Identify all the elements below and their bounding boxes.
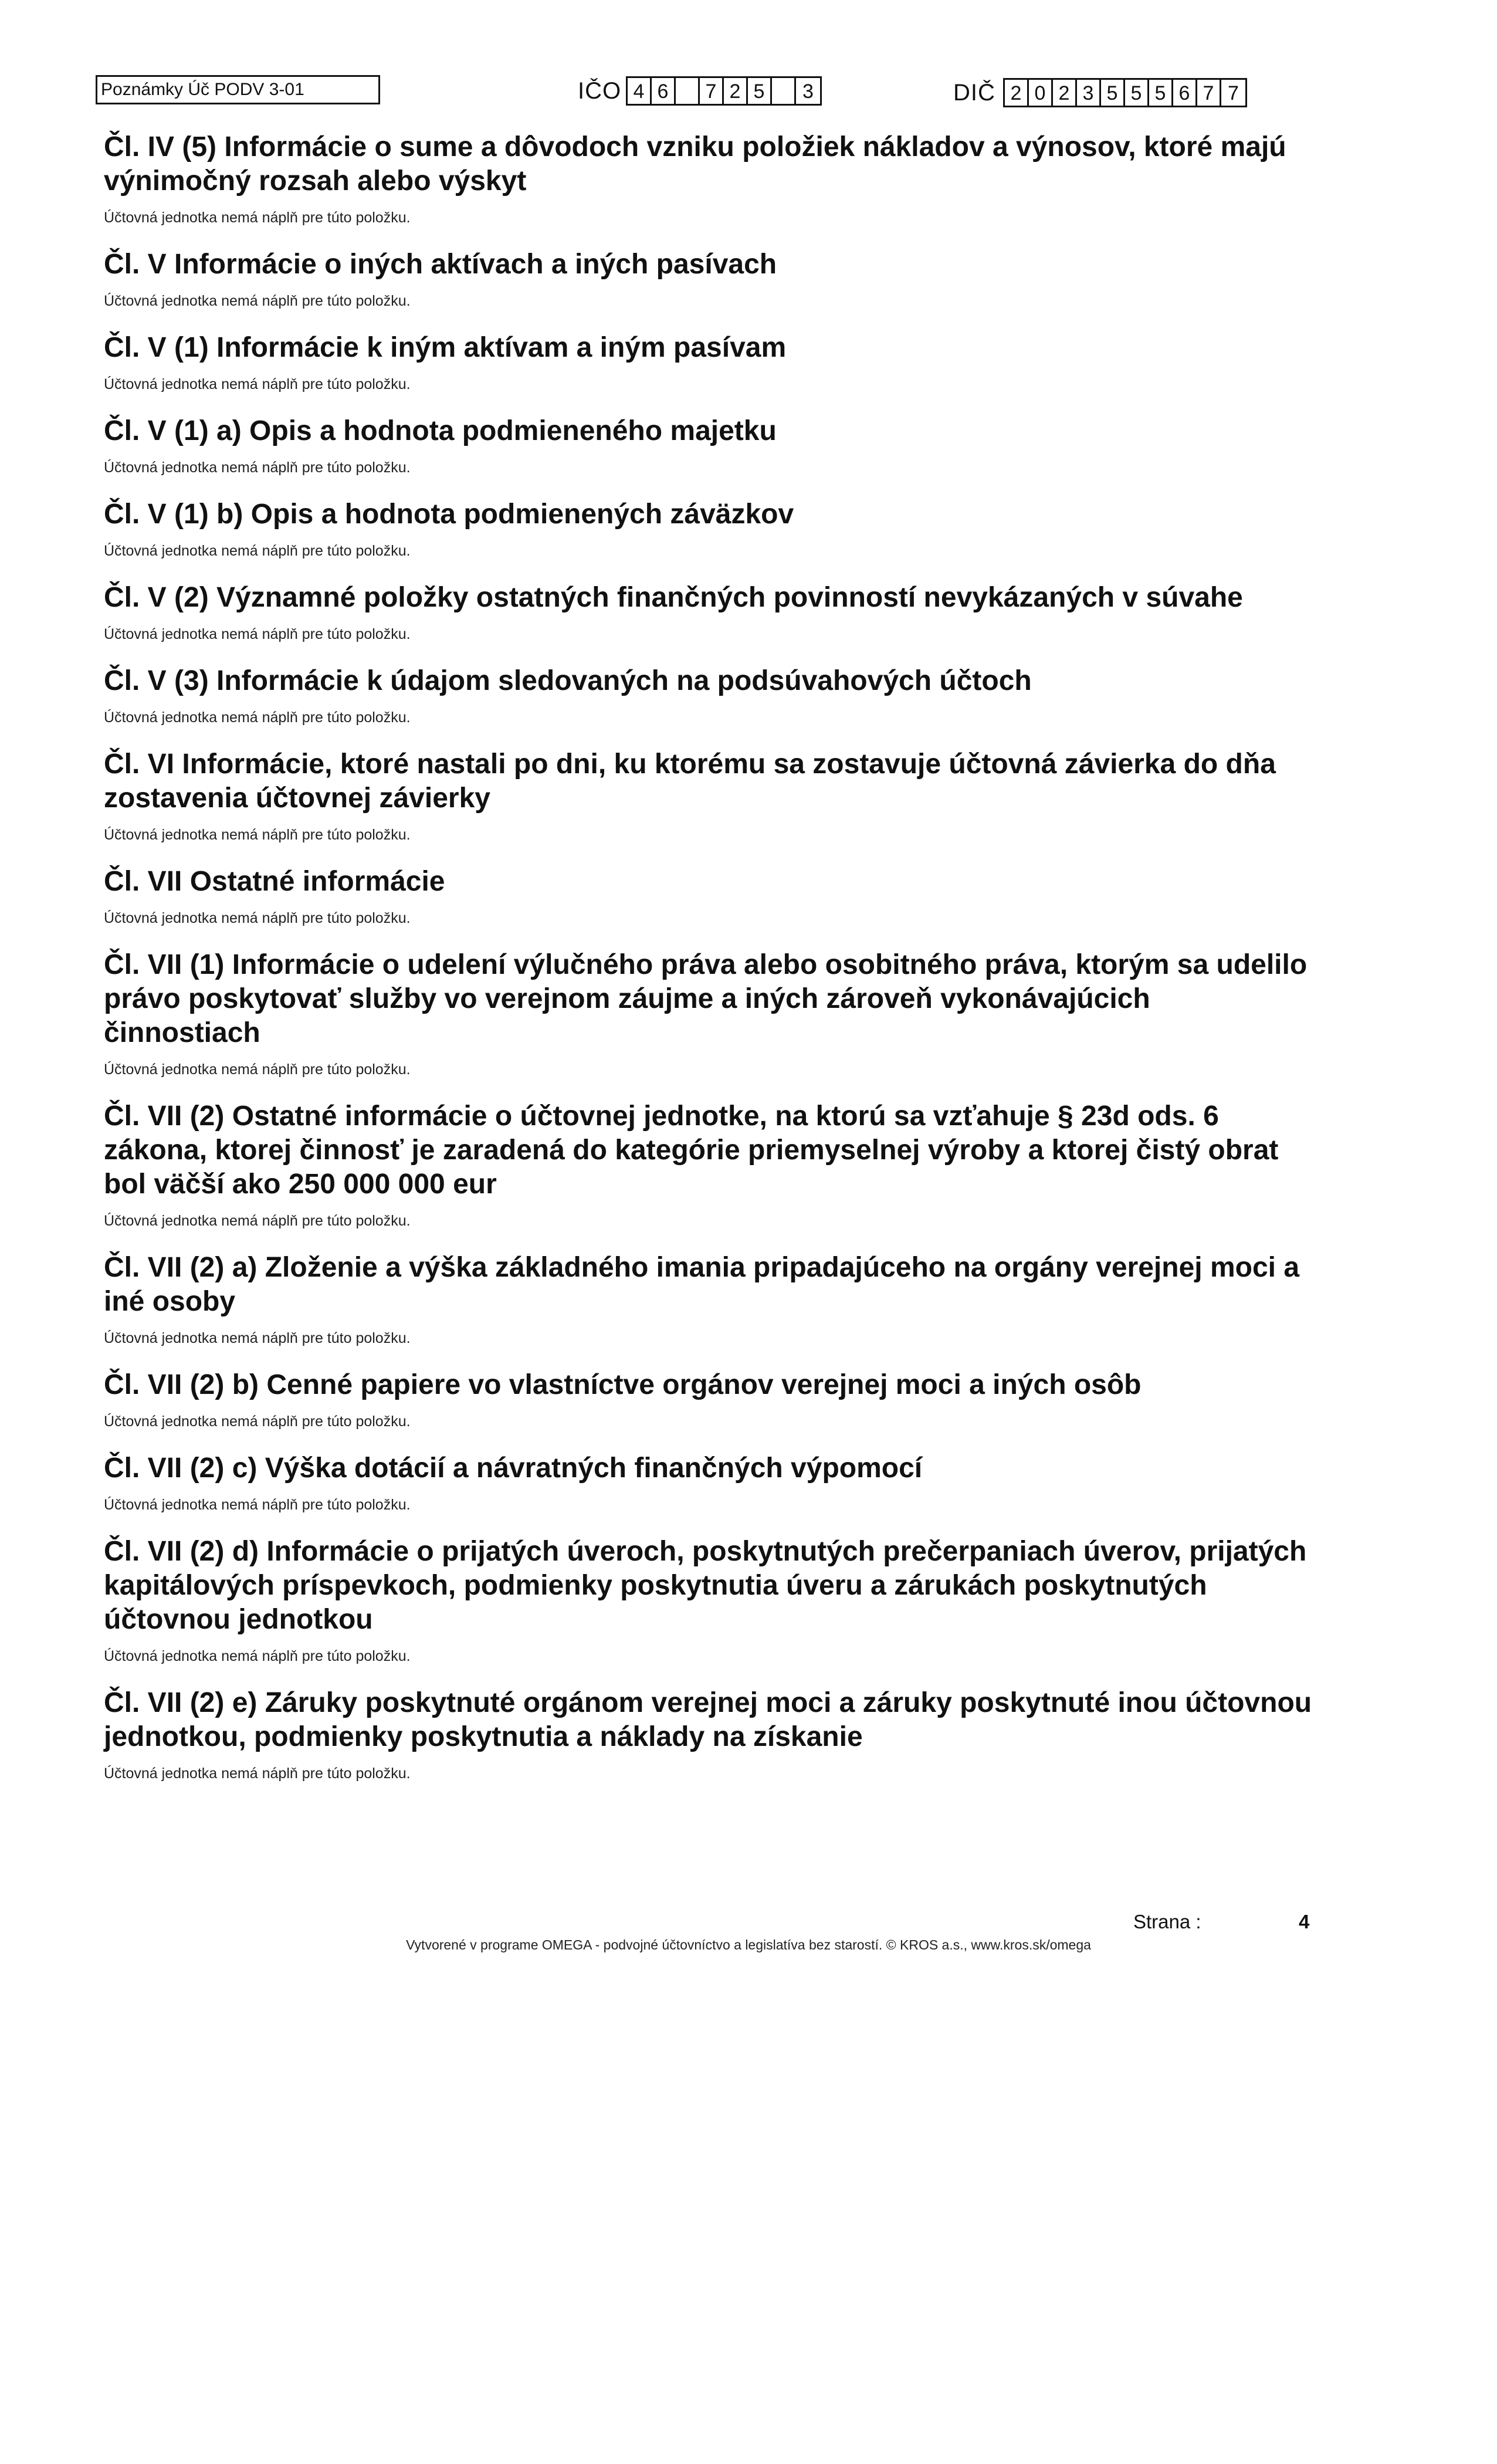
section	[104, 581, 1312, 644]
section-heading: Čl. V (3) Informácie k údajom sledovaných na podsúvahových účtoch	[104, 665, 1032, 696]
dic-digit-box: 3	[1077, 80, 1101, 106]
section-note: Účtovná jednotka nemá náplň pre túto položku.	[104, 1648, 411, 1664]
section-heading: Čl. VII Ostatné informácie	[104, 866, 445, 897]
ico-digit-box: 5	[748, 78, 772, 104]
section	[104, 1251, 1312, 1348]
section-heading: Čl. V (1) a) Opis a hodnota podmieneného majetku	[104, 415, 777, 446]
dic-digit-box: 5	[1125, 80, 1149, 106]
section	[104, 331, 1312, 394]
dic-digit-box: 2	[1053, 80, 1077, 106]
section-heading: Čl. VII (2) b) Cenné papiere vo vlastníctve orgánov verejnej moci a iných osôb	[104, 1369, 1142, 1400]
ico-boxes	[626, 76, 822, 106]
section-note: Účtovná jednotka nemá náplň pre túto položku.	[104, 626, 411, 642]
dic-digit-box: 5	[1101, 80, 1125, 106]
section	[104, 948, 1312, 1079]
ico-digit-box: 6	[652, 78, 676, 104]
section	[104, 1451, 1312, 1515]
section-heading: Čl. VII (2) e) Záruky poskytnuté orgánom verejnej moci a záruky poskytnuté inou účtovnou jednotkou, podmienky poskytnutia a náklady na získanie	[104, 1687, 1312, 1752]
ico-label: IČO	[578, 78, 622, 104]
section-heading: Čl. VII (2) c) Výška dotácií a návratných finančných výpomocí	[104, 1453, 923, 1484]
dic-boxes	[1003, 78, 1247, 107]
dic-digit-box: 6	[1173, 80, 1197, 106]
section-note: Účtovná jednotka nemá náplň pre túto položku.	[104, 1061, 411, 1078]
section-note: Účtovná jednotka nemá náplň pre túto položku.	[104, 709, 411, 726]
dic-digit-box: 7	[1228, 82, 1239, 104]
section-heading: Čl. VII (1) Informácie o udelení výlučného práva alebo osobitného práva, ktorým sa udelilo právo poskytovať služby vo verejnom záujme a iných zároveň vykonávajúcich činnostiach	[104, 949, 1308, 1048]
section-heading: Čl. VII (2) Ostatné informácie o účtovnej jednotke, na ktorú sa vzťahuje § 23d ods. 6 zákona, ktorej činnosť je zaradená do kategórie priemyselnej výroby a ktorej čistý obrat bol väčší ako 250 000 000 eur	[104, 1101, 1279, 1200]
section-heading: Čl. VI Informácie, ktoré nastali po dni, ku ktorému sa zostavuje účtovná závierka do dňa zostavenia účtovnej závierky	[104, 749, 1276, 814]
section	[104, 865, 1312, 928]
ico-digit-box: 3	[802, 80, 814, 103]
sections-list	[104, 130, 1312, 1803]
section	[104, 664, 1312, 727]
page-label: Strana :	[1133, 1911, 1201, 1932]
section-note: Účtovná jednotka nemá náplň pre túto položku.	[104, 910, 411, 926]
section-note: Účtovná jednotka nemá náplň pre túto položku.	[104, 827, 411, 843]
page-number: 4	[1299, 1911, 1310, 1932]
section-note: Účtovná jednotka nemá náplň pre túto položku.	[104, 459, 411, 476]
ico-digit-box	[772, 78, 796, 104]
ico-digit-box: 4	[628, 78, 652, 104]
section	[104, 497, 1312, 561]
section-note: Účtovná jednotka nemá náplň pre túto položku.	[104, 209, 411, 226]
ico-digit-box: 7	[700, 78, 724, 104]
section-heading: Čl. V (1) Informácie k iným aktívam a iným pasívam	[104, 332, 787, 363]
section	[104, 130, 1312, 228]
section-note: Účtovná jednotka nemá náplň pre túto položku.	[104, 1213, 411, 1229]
section-heading: Čl. V (2) Významné položky ostatných finančných povinností nevykázaných v súvahe	[104, 582, 1243, 613]
section	[104, 1686, 1312, 1783]
section	[104, 248, 1312, 311]
section-heading: Čl. IV (5) Informácie o sume a dôvodoch vzniku položiek nákladov a výnosov, ktoré majú výnimočný rozsah alebo výskyt	[104, 131, 1286, 197]
section-note: Účtovná jednotka nemá náplň pre túto položku.	[104, 1497, 411, 1513]
section-heading: Čl. V Informácie o iných aktívach a iných pasívach	[104, 249, 777, 280]
section	[104, 1535, 1312, 1666]
section-note: Účtovná jednotka nemá náplň pre túto položku.	[104, 1765, 411, 1782]
section-note: Účtovná jednotka nemá náplň pre túto položku.	[104, 1413, 411, 1430]
dic-digit-box: 7	[1197, 80, 1221, 106]
section-note: Účtovná jednotka nemá náplň pre túto položku.	[104, 293, 411, 309]
section-heading: Čl. VII (2) a) Zloženie a výška základného imania pripadajúceho na orgány verejnej moci a iné osoby	[104, 1252, 1300, 1317]
dic-label: DIČ	[953, 80, 995, 106]
section	[104, 1368, 1312, 1431]
section	[104, 414, 1312, 478]
section-note: Účtovná jednotka nemá náplň pre túto položku.	[104, 376, 411, 392]
software-credit: Vytvorené v programe OMEGA - podvojné účtovníctvo a legislatíva bez starostí. © KROS a.s., www.kros.sk/omega	[406, 1937, 1091, 1952]
section-heading: Čl. V (1) b) Opis a hodnota podmienených záväzkov	[104, 499, 794, 530]
dic-digit-box: 0	[1029, 80, 1053, 106]
form-code-label: Poznámky Úč PODV 3-01	[96, 75, 380, 104]
ico-digit-box	[676, 78, 700, 104]
section-note: Účtovná jednotka nemá náplň pre túto položku.	[104, 1330, 411, 1346]
section-note: Účtovná jednotka nemá náplň pre túto položku.	[104, 543, 411, 559]
dic-digit-box: 2	[1005, 80, 1029, 106]
dic-digit-box: 5	[1149, 80, 1173, 106]
section	[104, 1099, 1312, 1231]
section-heading: Čl. VII (2) d) Informácie o prijatých úveroch, poskytnutých prečerpaniach úverov, prijatých kapitálových príspevkoch, podmienky poskytnutia úveru a zárukách poskytnutých účtovnou jednotkou	[104, 1536, 1307, 1635]
ico-digit-box: 2	[724, 78, 748, 104]
section	[104, 747, 1312, 845]
